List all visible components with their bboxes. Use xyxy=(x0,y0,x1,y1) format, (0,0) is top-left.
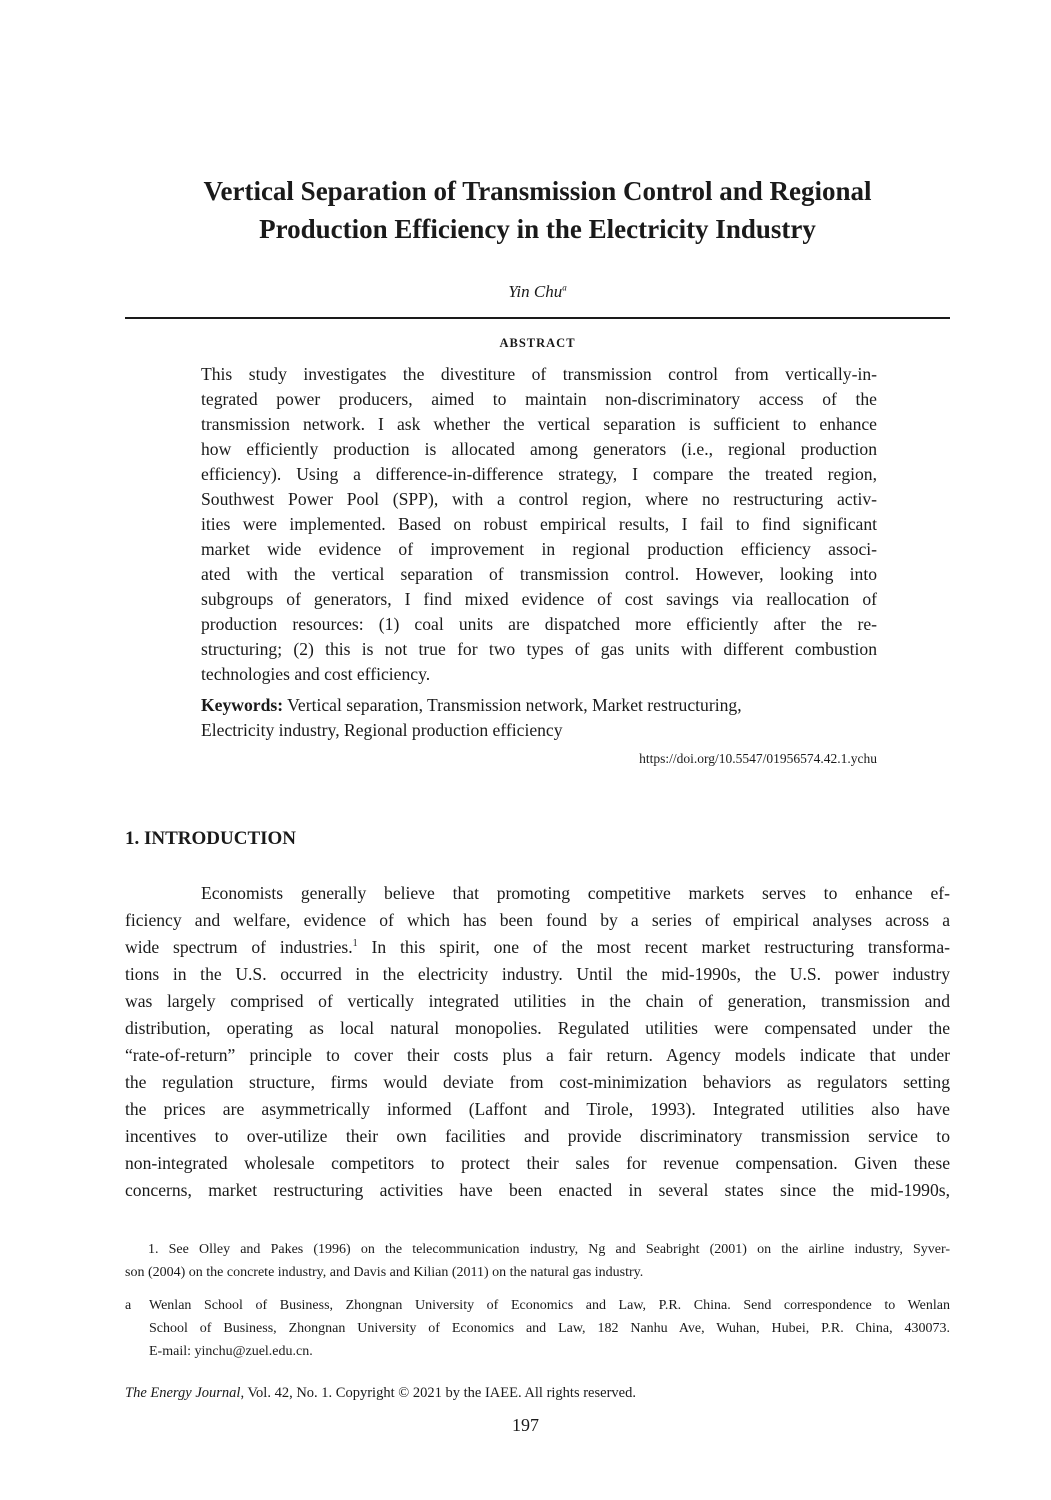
footnote-line: son (2004) on the concrete industry, and Davis and Kilian (2011) on the natural gas industry. xyxy=(125,1265,644,1280)
abstract-line: transmission network. I ask whether the vertical separation is sufficient to enhance xyxy=(201,414,877,434)
abstract-line: ities were implemented. Based on robust empirical results, I fail to find significant xyxy=(201,514,877,534)
abstract-line: ated with the vertical separation of transmission control. However, looking into xyxy=(201,564,877,584)
journal-name: The Energy Journal xyxy=(125,1385,241,1401)
keywords-line-1 xyxy=(201,693,877,718)
abstract-line: how efficiently production is allocated among generators (i.e., regional production xyxy=(201,439,877,459)
doi-link[interactable]: https://doi.org/10.5547/01956574.42.1.ychu xyxy=(639,751,877,766)
abstract-body xyxy=(201,362,877,687)
header-rule xyxy=(125,317,950,319)
abstract-line: structuring; (2) this is not true for two types of gas units with different combustion xyxy=(201,639,877,659)
affiliation-line: Wenlan School of Business, Zhongnan University of Economics and Law, P.R. China. Send correspondence to Wenlan xyxy=(149,1298,950,1313)
affiliation-body xyxy=(149,1294,950,1363)
abstract-line: Southwest Power Pool (SPP), with a control region, where no restructuring activ- xyxy=(201,489,877,509)
intro-line: concerns, market restructuring activities have been enacted in several states since the mid-1990s, xyxy=(125,1180,950,1200)
introduction-body xyxy=(125,880,950,1204)
paper-title xyxy=(125,172,950,248)
affiliation-marker: a xyxy=(125,1298,132,1313)
paper-title-line-2: Production Efficiency in the Electricity Industry xyxy=(259,214,816,244)
abstract-line: subgroups of generators, I find mixed evidence of cost savings via reallocation of xyxy=(201,589,877,609)
affiliation-line: School of Business, Zhongnan University of Economics and Law, 182 Nanhu Ave, Wuhan, Hubei, P.R. China, 430073. xyxy=(149,1321,950,1336)
intro-text: In this spirit, one of the most recent market restructuring transforma- xyxy=(357,937,950,957)
intro-line: distribution, operating as local natural monopolies. Regulated utilities were compensated under the xyxy=(125,1018,950,1038)
keywords-text-1: Vertical separation, Transmission network, Market restructuring, xyxy=(283,695,742,715)
footnote-line: 1. See Olley and Pakes (1996) on the telecommunication industry, Ng and Seabright (2001) on the airline industry, Syver- xyxy=(148,1242,950,1257)
author-line xyxy=(125,282,950,302)
abstract-line: technologies and cost efficiency. xyxy=(201,664,431,684)
section-heading: 1. INTRODUCTION xyxy=(125,828,297,849)
intro-line: tions in the U.S. occurred in the electricity industry. Until the mid-1990s, the U.S. power industry xyxy=(125,964,950,984)
intro-line: non-integrated wholesale competitors to protect their sales for revenue compensation. Given these xyxy=(125,1153,950,1173)
affiliation-email: E-mail: yinchu@zuel.edu.cn. xyxy=(149,1344,313,1359)
page-number: 197 xyxy=(512,1415,539,1435)
journal-copyright: , Vol. 42, No. 1. Copyright © 2021 by the IAEE. All rights reserved. xyxy=(240,1385,636,1401)
keywords-label: Keywords: xyxy=(201,695,284,715)
footnote-ref[interactable]: 1 xyxy=(352,938,358,950)
intro-line: Economists generally believe that promoting competitive markets serves to enhance ef- xyxy=(201,883,950,903)
footnote-1 xyxy=(125,1238,950,1284)
intro-line: the regulation structure, firms would deviate from cost-minimization behaviors as regulators setting xyxy=(125,1072,950,1092)
intro-text: wide spectrum of industries. xyxy=(125,937,353,957)
abstract-line: efficiency). Using a difference-in-difference strategy, I compare the treated region, xyxy=(201,464,877,484)
author-name: Yin Chu xyxy=(508,282,563,301)
intro-line: was largely comprised of vertically integrated utilities in the chain of generation, transmission and xyxy=(125,991,950,1011)
intro-line: “rate-of-return” principle to cover their costs plus a fair return. Agency models indicate that under xyxy=(125,1045,950,1065)
abstract-line: This study investigates the divestiture of transmission control from vertically-in- xyxy=(201,364,877,384)
intro-line: incentives to over-utilize their own facilities and provide discriminatory transmission service to xyxy=(125,1126,950,1146)
paper-title-line-1: Vertical Separation of Transmission Control and Regional xyxy=(203,176,872,206)
author-affiliation-marker: a xyxy=(562,282,567,293)
abstract-heading: ABSTRACT xyxy=(499,336,576,350)
intro-line xyxy=(125,934,950,961)
journal-footer xyxy=(125,1385,636,1402)
intro-line: the prices are asymmetrically informed (Laffont and Tirole, 1993). Integrated utilities also have xyxy=(125,1099,950,1119)
keywords xyxy=(201,693,877,743)
abstract-line: market wide evidence of improvement in regional production efficiency associ- xyxy=(201,539,877,559)
abstract-line: tegrated power producers, aimed to maintain non-discriminatory access of the xyxy=(201,389,877,409)
abstract-line: production resources: (1) coal units are dispatched more efficiently after the re- xyxy=(201,614,877,634)
keywords-text-2: Electricity industry, Regional production efficiency xyxy=(201,720,563,740)
intro-line: ficiency and welfare, evidence of which has been found by a series of empirical analyses across a xyxy=(125,910,950,930)
